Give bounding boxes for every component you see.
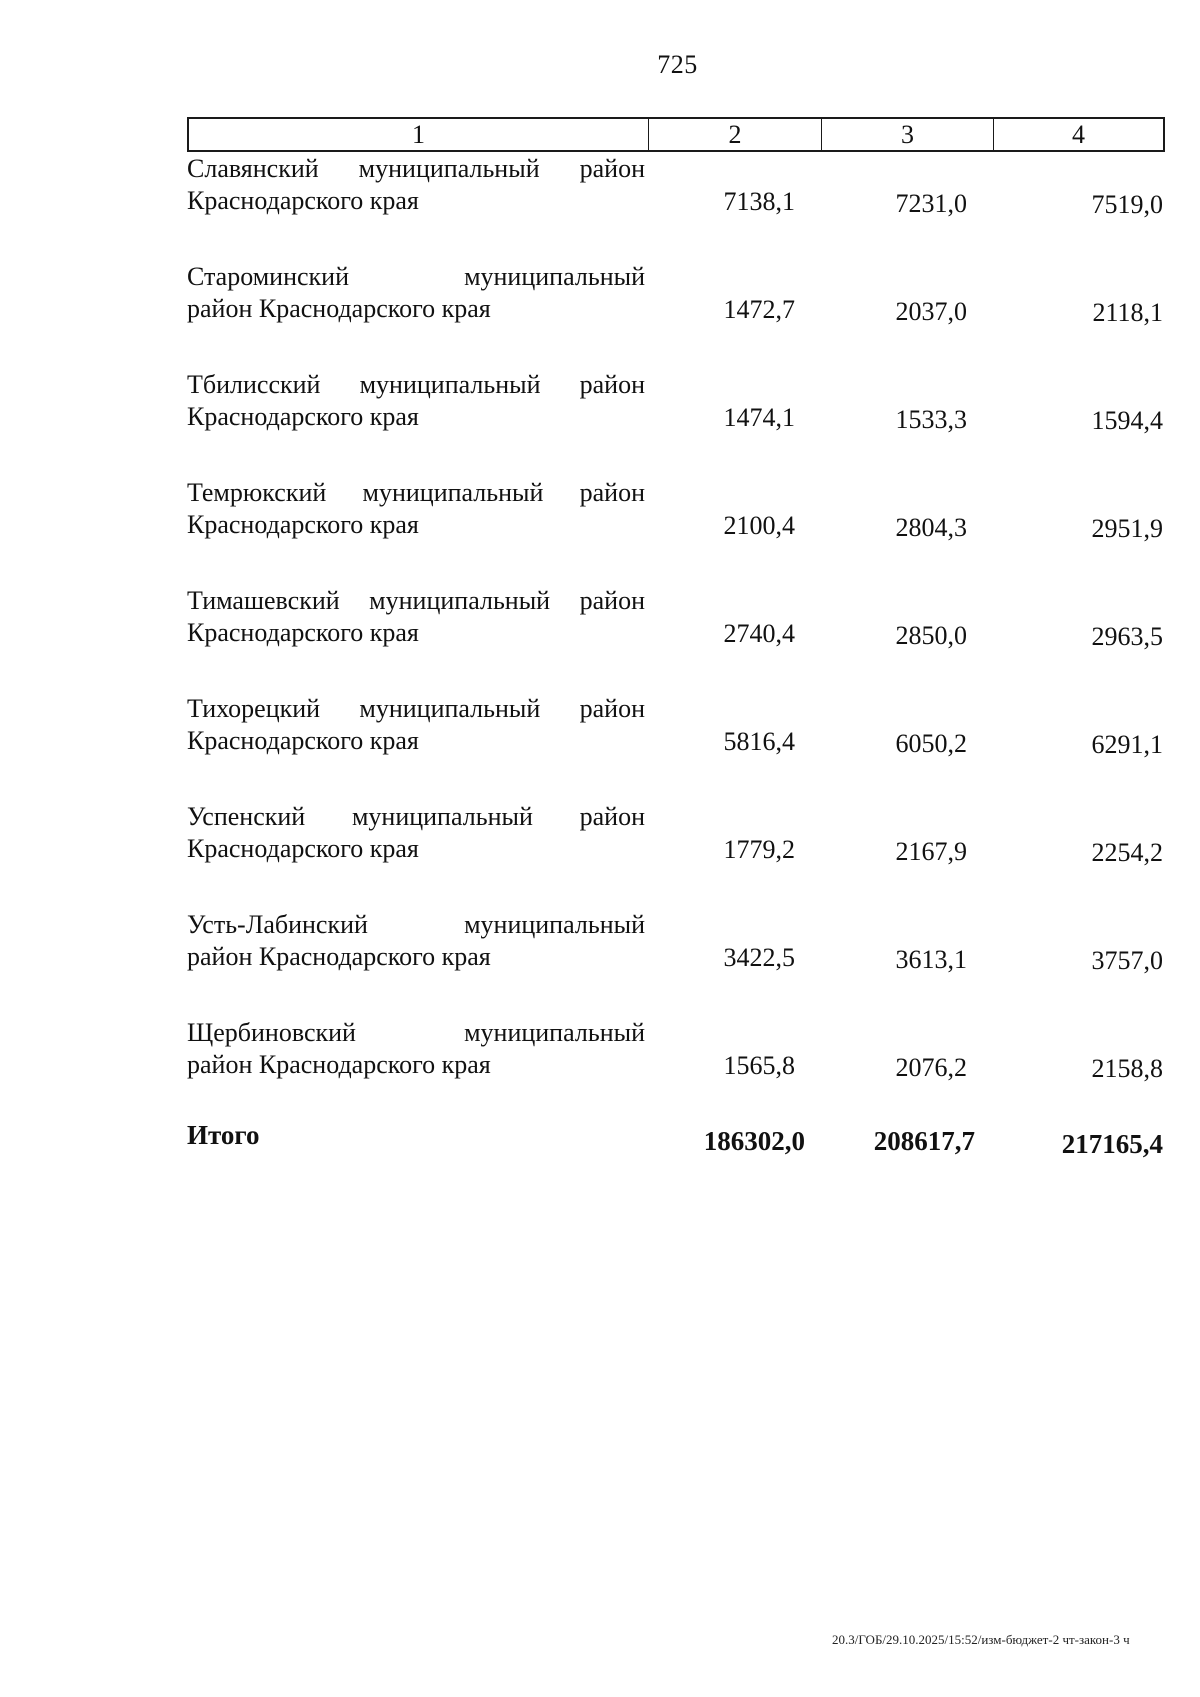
table-row bbox=[187, 153, 1165, 261]
row-value-col3: 1533,3 bbox=[895, 405, 967, 434]
row-name-line2: Краснодарского края bbox=[187, 726, 419, 755]
page-number: 725 bbox=[657, 50, 698, 79]
row-name bbox=[187, 585, 645, 649]
row-value-col3: 2167,9 bbox=[895, 837, 967, 866]
footer-document-code: 20.3/ГОБ/29.10.2025/15:52/изм-бюджет-2 чт-закон-3 ч bbox=[832, 1632, 1130, 1647]
row-name-line1: Староминский муниципальный bbox=[187, 262, 645, 291]
row-name-line2: Краснодарского края bbox=[187, 186, 419, 215]
row-name bbox=[187, 369, 645, 433]
table-row bbox=[187, 585, 1165, 693]
row-name-line2: район Краснодарского края bbox=[187, 294, 491, 323]
row-name bbox=[187, 261, 645, 325]
row-value-col2: 1565,8 bbox=[723, 1051, 795, 1080]
row-value-col3: 6050,2 bbox=[895, 729, 967, 758]
row-value-col3: 2850,0 bbox=[895, 621, 967, 650]
row-value-col2: 1474,1 bbox=[723, 403, 795, 432]
row-value-col2: 7138,1 bbox=[723, 187, 795, 216]
row-value-col2: 2100,4 bbox=[723, 511, 795, 540]
column-header-1: 1 bbox=[189, 119, 649, 150]
total-row bbox=[187, 1120, 1165, 1160]
row-value-col3: 3613,1 bbox=[895, 945, 967, 974]
row-value-col2: 3422,5 bbox=[723, 943, 795, 972]
row-value-col4: 2963,5 bbox=[1091, 622, 1163, 651]
table-row bbox=[187, 693, 1165, 801]
row-value-col3: 2037,0 bbox=[895, 297, 967, 326]
row-name-line2: Краснодарского края bbox=[187, 618, 419, 647]
table-row bbox=[187, 909, 1165, 1017]
table-row bbox=[187, 369, 1165, 477]
row-name-line1: Тихорецкий муниципальный район bbox=[187, 694, 645, 723]
row-name-line2: Краснодарского края bbox=[187, 510, 419, 539]
row-value-col4: 2118,1 bbox=[1092, 298, 1163, 327]
row-name bbox=[187, 1017, 645, 1081]
row-name-line2: Краснодарского края bbox=[187, 402, 419, 431]
row-name bbox=[187, 909, 645, 973]
row-name-line1: Усть-Лабинский муниципальный bbox=[187, 910, 645, 939]
total-value-col4: 217165,4 bbox=[1061, 1129, 1163, 1159]
row-name-line1: Щербиновский муниципальный bbox=[187, 1018, 645, 1047]
row-name-line1: Тимашевский муниципальный район bbox=[187, 586, 645, 615]
row-value-col3: 2804,3 bbox=[895, 513, 967, 542]
table-body bbox=[187, 153, 1165, 1125]
row-name bbox=[187, 477, 645, 541]
total-value-col3: 208617,7 bbox=[873, 1126, 975, 1156]
column-header-2: 2 bbox=[649, 119, 822, 150]
table-header bbox=[187, 117, 1165, 152]
row-name-line1: Темрюкский муниципальный район bbox=[187, 478, 645, 507]
row-name bbox=[187, 153, 645, 217]
total-value-col2: 186302,0 bbox=[703, 1126, 805, 1156]
row-name-line1: Успенский муниципальный район bbox=[187, 802, 645, 831]
total-label: Итого bbox=[187, 1120, 260, 1150]
column-header-4: 4 bbox=[1072, 119, 1085, 149]
table-row bbox=[187, 801, 1165, 909]
row-value-col4: 2158,8 bbox=[1091, 1054, 1163, 1083]
row-name-line2: Краснодарского края bbox=[187, 834, 419, 863]
table-row bbox=[187, 1017, 1165, 1125]
row-name-line2: район Краснодарского края bbox=[187, 1050, 491, 1079]
row-name-line1: Славянский муниципальный район bbox=[187, 154, 645, 183]
row-name bbox=[187, 693, 645, 757]
row-value-col4: 6291,1 bbox=[1091, 730, 1163, 759]
table-row bbox=[187, 477, 1165, 585]
row-value-col2: 2740,4 bbox=[723, 619, 795, 648]
table-row bbox=[187, 261, 1165, 369]
column-header-3: 3 bbox=[822, 119, 994, 150]
row-value-col4: 7519,0 bbox=[1091, 190, 1163, 219]
row-value-col3: 2076,2 bbox=[895, 1053, 967, 1082]
row-value-col4: 2951,9 bbox=[1091, 514, 1163, 543]
row-name bbox=[187, 801, 645, 865]
row-value-col2: 1472,7 bbox=[723, 295, 795, 324]
row-name-line1: Тбилисский муниципальный район bbox=[187, 370, 645, 399]
row-value-col4: 2254,2 bbox=[1091, 838, 1163, 867]
row-value-col2: 1779,2 bbox=[723, 835, 795, 864]
row-value-col3: 7231,0 bbox=[895, 189, 967, 218]
row-value-col4: 1594,4 bbox=[1091, 406, 1163, 435]
row-value-col4: 3757,0 bbox=[1091, 946, 1163, 975]
row-value-col2: 5816,4 bbox=[723, 727, 795, 756]
row-name-line2: район Краснодарского края bbox=[187, 942, 491, 971]
